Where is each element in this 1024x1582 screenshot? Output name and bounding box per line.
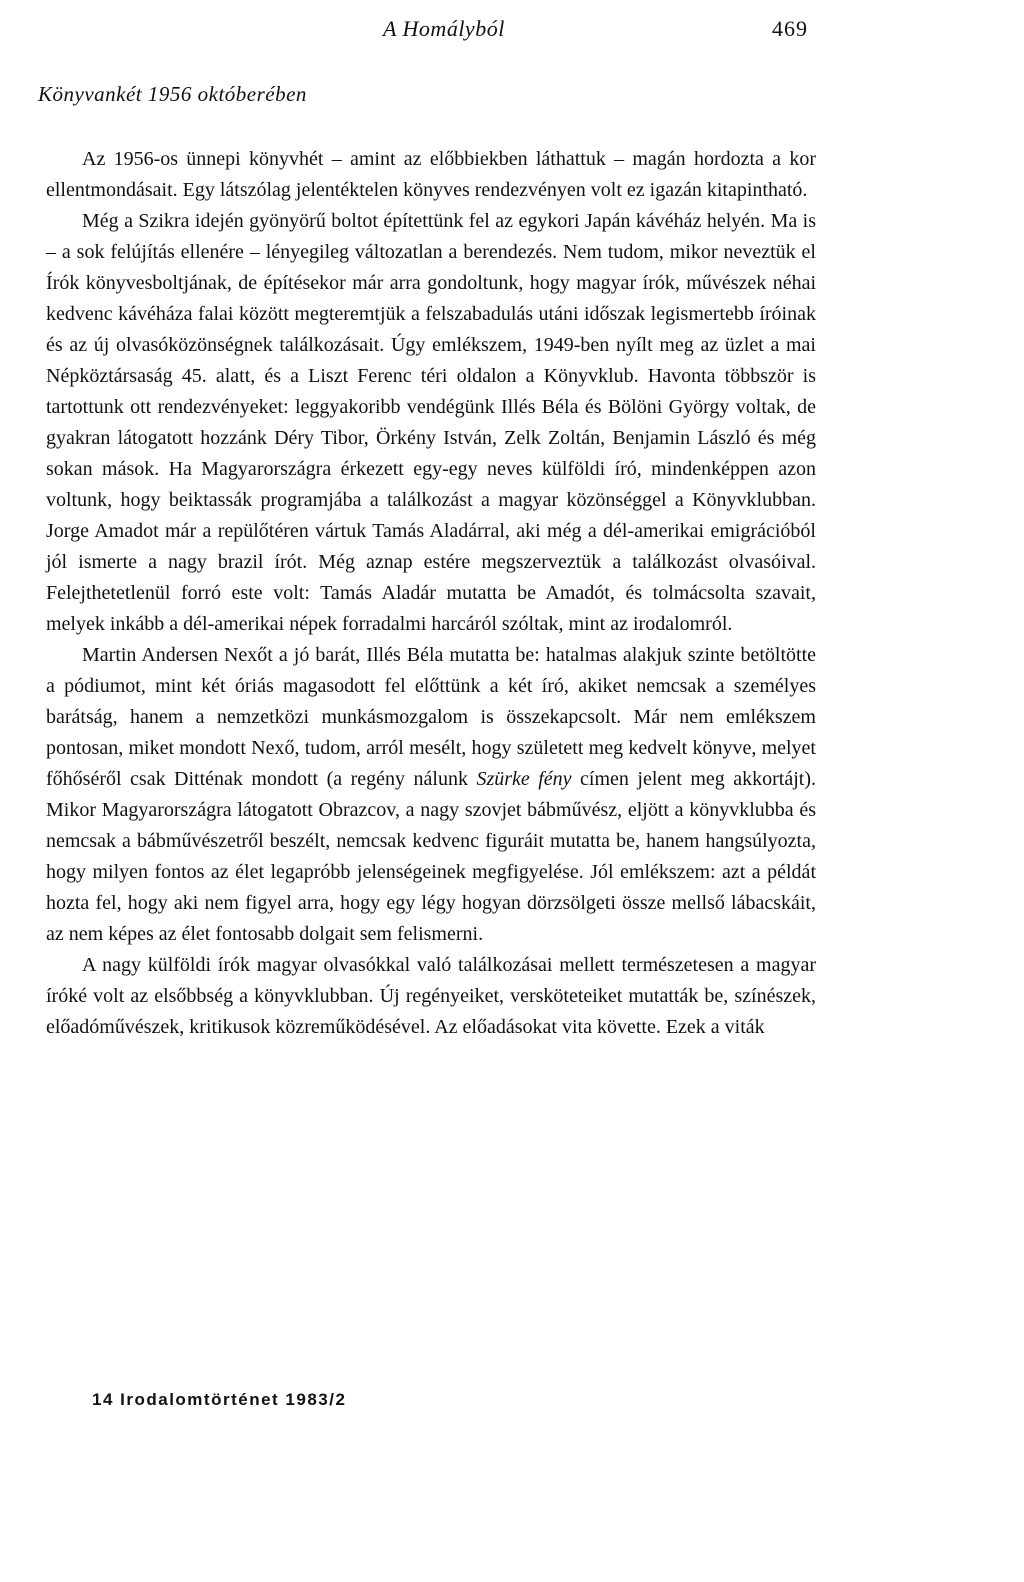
- paragraph: Még a Szikra idején gyönyörű boltot építettünk fel az egykori Japán kávéház helyén. Ma is – a sok felújítás ellenére – lényegileg változatlan a berendezés. Nem tudom, mikor neveztük el Írók könyvesboltjának, de építésekor már arra gondoltunk, hogy magyar írók, művészek néhai kedvenc kávéháza falai között megteremtjük a felszabadulás utáni időszak legismertebb íróinak és az új olvasóközönségnek találkozásait. Úgy emlékszem, 1949-ben nyílt meg az üzlet a mai Népköztársaság 45. alatt, és a Liszt Ferenc téri oldalon a Könyvklub. Havonta többször is tartottunk ott rendezvényeket: leggyakoribb vendégünk Illés Béla és Bölöni György voltak, de gyakran látogatott hozzánk Déry Tibor, Örkény István, Zelk Zoltán, Benjamin László és még sokan mások. Ha Magyarországra érkezett egy-egy neves külföldi író, mindenképpen azon voltunk, hogy beiktassák programjába a találkozást a magyar közönséggel a Könyvklubban. Jorge Amadot már a repülőtéren vártuk Tamás Aladárral, aki még a dél-amerikai emigrációból jól ismerte a nagy brazil írót. Még aznap estére megszerveztük a találkozást olvasóival. Felejthetetlenül forró este volt: Tamás Aladár mutatta be Amadót, és tolmácsolta szavait, melyek inkább a dél-amerikai népek forradalmi harcáról szóltak, mint az irodalomról.: [46, 210, 816, 635]
- body-text: [46, 144, 816, 1043]
- paragraph-text: címen jelent meg akkortájt). Mikor Magyarországra látogatott Obrazcov, a nagy szovjet bábművész, eljött a könyvklubba és nemcsak a bábművészetről beszélt, nemcsak kedvenc figuráit mutatta be, hanem hangsúlyozta, hogy milyen fontos az élet legapróbb jelenségeinek megfigyelése. Jól emlékszem: azt a példát hozta fel, hogy aki nem figyel arra, hogy egy légy hogyan dörzsölgeti össze mellső lábacskáit, az nem képes az élet fontosabb dolgait sem felismerni.: [46, 768, 816, 945]
- paragraph: A nagy külföldi írók magyar olvasókkal való találkozásai mellett természetesen a magyar íróké volt az elsőbbség a könyvklubban. Új regényeiket, versköteteiket mutatták be, színészek, előadóművészek, kritikusok közreműködésével. Az előadásokat vita követte. Ezek a viták: [46, 954, 816, 1038]
- paragraph: Az 1956-os ünnepi könyvhét – amint az előbbiekben láthattuk – magán hordozta a kor ellentmondásait. Egy látszólag jelentéktelen könyves rendezvényen volt ez igazán kitapintható.: [46, 148, 816, 201]
- section-title: Könyvankét 1956 októberében: [38, 82, 307, 106]
- signature-mark: 14 Irodalomtörténet 1983/2: [92, 1390, 347, 1409]
- paragraph: [46, 640, 816, 950]
- paragraph-text: Martin Andersen Nexőt a jó barát, Illés Béla mutatta be: hatalmas alakjuk szinte betöltötte a pódiumot, mint két óriás magasodott fel előttünk a két író, akiket nemcsak a személyes barátság, hanem a nemzetközi munkásmozgalom is összekapcsolt. Már nem emlékszem pontosan, miket mondott Nexő, tudom, arról mesélt, hogy született meg kedvelt könyve, melyet főhőséről csak Ditténak mondott (a regény nálunk: [46, 644, 816, 790]
- running-title: A Homályból: [383, 16, 505, 41]
- page-number: 469: [772, 16, 808, 41]
- book-title: Szürke fény: [476, 768, 572, 790]
